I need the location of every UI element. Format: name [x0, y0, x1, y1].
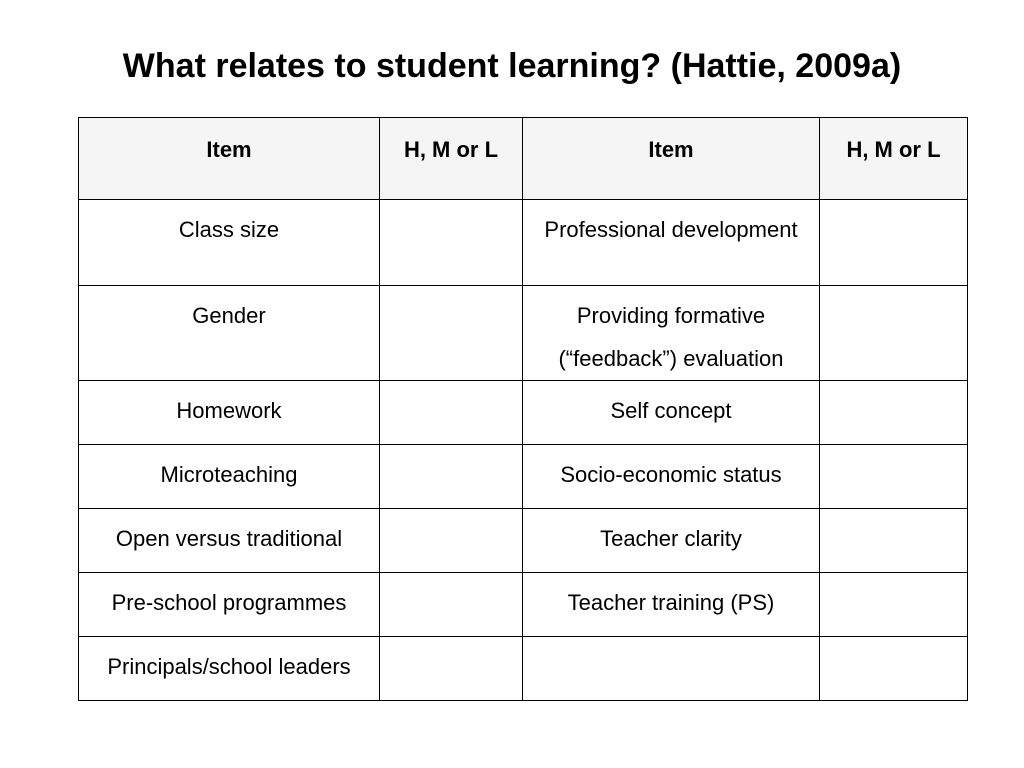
left-item-cell: Gender	[79, 286, 380, 381]
left-rating-cell[interactable]	[380, 381, 523, 445]
table-row	[79, 286, 968, 381]
header-item-right: Item	[523, 118, 820, 200]
table-row	[79, 509, 968, 573]
left-item-cell: Open versus traditional	[79, 509, 380, 573]
left-rating-cell[interactable]	[380, 509, 523, 573]
right-rating-cell[interactable]	[820, 200, 968, 286]
right-item-cell: Teacher clarity	[523, 509, 820, 573]
left-rating-cell[interactable]	[380, 573, 523, 637]
right-item-cell: Socio-economic status	[523, 445, 820, 509]
left-rating-cell[interactable]	[380, 200, 523, 286]
right-rating-cell[interactable]	[820, 509, 968, 573]
right-item-cell: Self concept	[523, 381, 820, 445]
table-row	[79, 573, 968, 637]
left-item-cell: Homework	[79, 381, 380, 445]
table-row	[79, 200, 968, 286]
right-item-cell: Professional development	[523, 200, 820, 286]
right-rating-cell[interactable]	[820, 637, 968, 701]
table-row	[79, 445, 968, 509]
left-rating-cell[interactable]	[380, 286, 523, 381]
header-rating-left: H, M or L	[380, 118, 523, 200]
right-rating-cell[interactable]	[820, 381, 968, 445]
table-row	[79, 637, 968, 701]
slide-title: What relates to student learning? (Hattie, 2009a)	[122, 47, 902, 85]
header-rating-right: H, M or L	[820, 118, 968, 200]
right-rating-cell[interactable]	[820, 445, 968, 509]
right-rating-cell[interactable]	[820, 573, 968, 637]
left-rating-cell[interactable]	[380, 445, 523, 509]
left-item-cell: Pre-school programmes	[79, 573, 380, 637]
learning-factors-table	[78, 117, 968, 701]
right-item-cell: Providing formative (“feedback”) evaluation	[523, 286, 820, 381]
table-header-row	[79, 118, 968, 200]
left-rating-cell[interactable]	[380, 637, 523, 701]
right-item-cell: Teacher training (PS)	[523, 573, 820, 637]
left-item-cell: Principals/school leaders	[79, 637, 380, 701]
right-item-cell	[523, 637, 820, 701]
left-item-cell: Microteaching	[79, 445, 380, 509]
right-rating-cell[interactable]	[820, 286, 968, 381]
table-row	[79, 381, 968, 445]
left-item-cell: Class size	[79, 200, 380, 286]
header-item-left: Item	[79, 118, 380, 200]
